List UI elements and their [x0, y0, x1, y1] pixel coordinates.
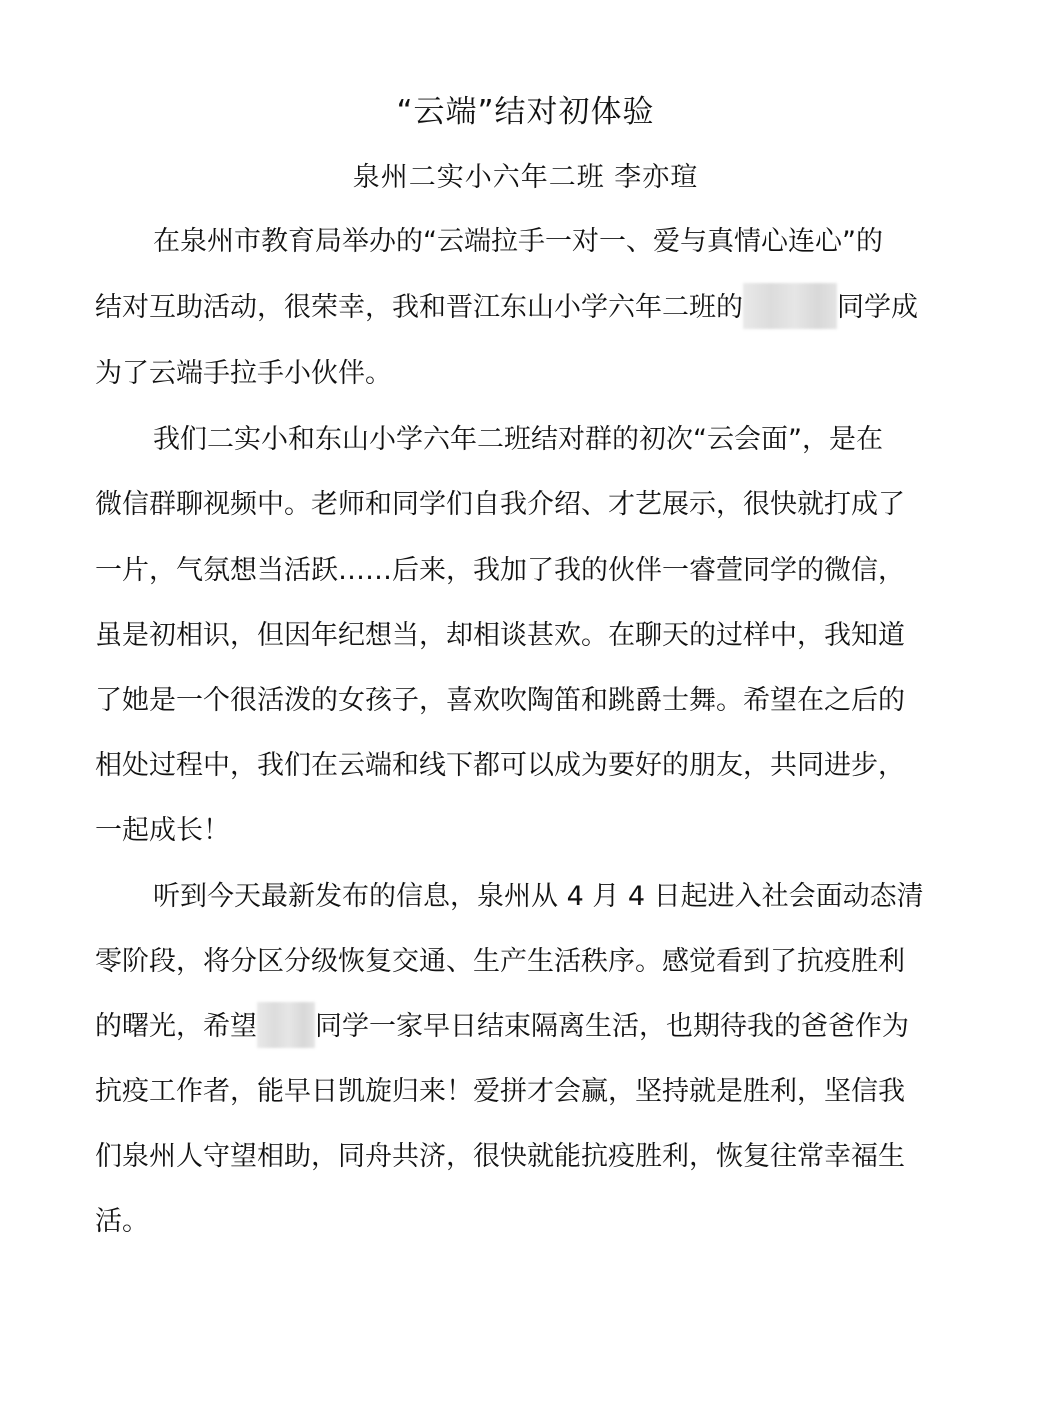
paragraph-3-line-3 [95, 1007, 909, 1048]
redacted-name-block [743, 283, 837, 329]
paragraph-2-line-6: 相处过程中，我们在云端和线下都可以成为要好的朋友，共同进步， [95, 750, 905, 781]
paragraph-2-line-1: 我们二实小和东山小学六年二班结对群的初次“云会面”，是在 [153, 424, 883, 455]
paragraph-3-line-1: 听到今天最新发布的信息，泉州从 4 月 4 日起进入社会面动态清 [153, 881, 924, 912]
paragraph-3-line-3-tail: 同学一家早日结束隔离生活，也期待我的爸爸作为 [315, 1011, 909, 1042]
paragraph-3-line-2: 零阶段，将分区分级恢复交通、生产生活秩序。感觉看到了抗疫胜利 [95, 946, 905, 977]
paragraph-2-line-4: 虽是初相识，但因年纪想当，却相谈甚欢。在聊天的过样中，我知道 [95, 620, 905, 651]
paragraph-3-line-4: 抗疫工作者，能早日凯旋归来！爱拼才会赢，坚持就是胜利，坚信我 [95, 1076, 905, 1107]
paragraph-1-line-2-tail: 同学成 [837, 292, 918, 323]
document-byline: 泉州二实小六年二班 李亦瑄 [352, 162, 699, 193]
paragraph-2-line-5: 了她是一个很活泼的女孩子，喜欢吹陶笛和跳爵士舞。希望在之后的 [95, 685, 905, 716]
paragraph-2-line-2: 微信群聊视频中。老师和同学们自我介绍、才艺展示，很快就打成了 [95, 489, 905, 520]
paragraph-2-line-7: 一起成长！ [95, 815, 230, 846]
document-title: “云端”结对初体验 [396, 94, 655, 130]
paragraph-1-line-3: 为了云端手拉手小伙伴。 [95, 358, 392, 389]
paragraph-1-line-1: 在泉州市教育局举办的“云端拉手一对一、爱与真情心连心”的 [153, 226, 883, 257]
paragraph-3-line-6: 活。 [95, 1206, 149, 1237]
paragraph-2-line-3: 一片，气氛想当活跃……后来，我加了我的伙伴一睿萱同学的微信， [95, 555, 905, 586]
paragraph-3-line-5: 们泉州人守望相助，同舟共济，很快就能抗疫胜利，恢复往常幸福生 [95, 1141, 905, 1172]
redacted-name-block [257, 1002, 315, 1048]
paragraph-1-line-2-text: 结对互助活动，很荣幸，我和晋江东山小学六年二班的 [95, 292, 743, 323]
paragraph-1-line-2 [95, 288, 918, 329]
paragraph-3-line-3-text: 的曙光，希望 [95, 1011, 257, 1042]
